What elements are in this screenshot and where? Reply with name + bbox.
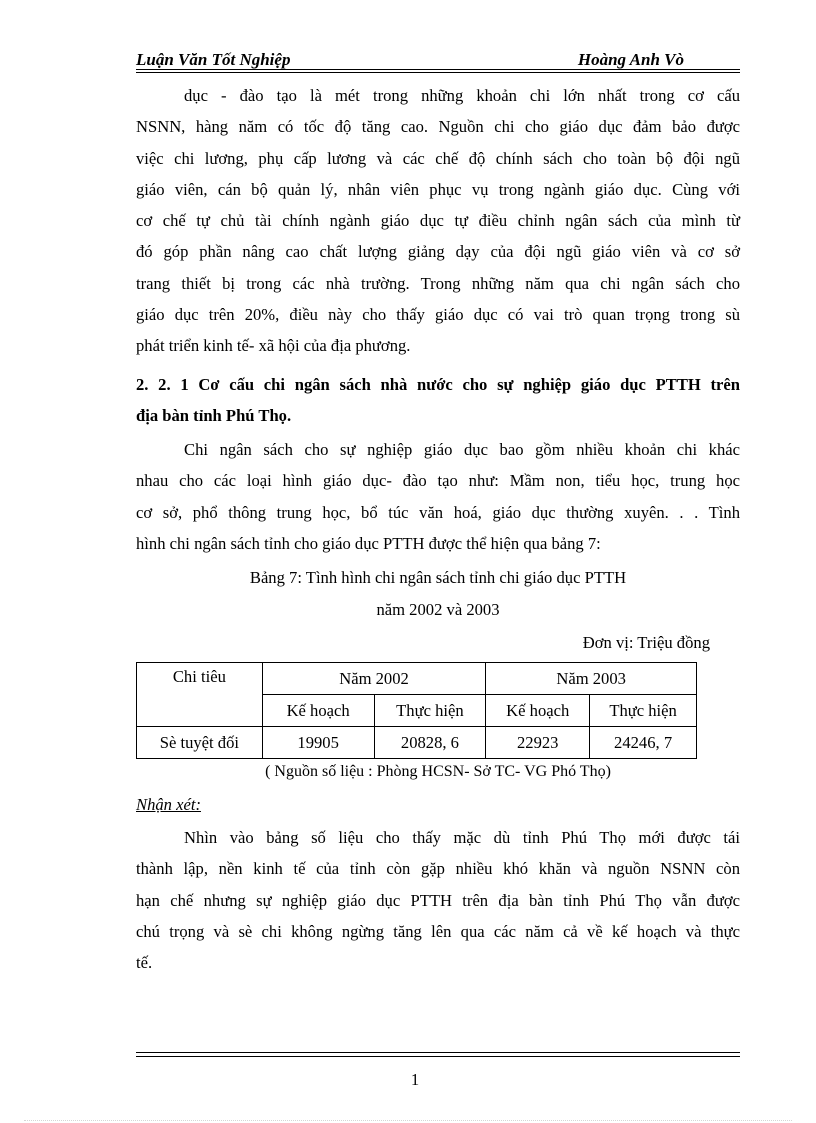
- text-line: dục - đào tạo là mét trong những khoản chi lớn nhất trong cơ cấu: [184, 86, 740, 105]
- header-author-name: Hoàng Anh Vò: [577, 50, 684, 69]
- table-unit: Đơn vị: Triệu đồng: [582, 633, 710, 652]
- table-row: [137, 727, 697, 759]
- text-line: việc chi lương, phụ cấp lương và các chế độ chính sách cho toàn bộ đội ngũ: [136, 148, 740, 168]
- text-line: phát triển kinh tế- xã hội của địa phương.: [136, 336, 411, 356]
- header-thesis-label: Luận Văn Tốt Nghiệp: [136, 50, 291, 69]
- table-caption: Bảng 7: Tình hình chi ngân sách tỉnh chi giáo dục PTTH: [249, 568, 627, 587]
- table-cell: 22923: [486, 727, 590, 759]
- remark-title: Nhận xét:: [136, 795, 201, 814]
- table-source: ( Nguồn số liệu : Phòng HCSN- Sở TC- VG Phó Thọ): [265, 763, 611, 780]
- text-line: giáo viên, cán bộ quản lý, nhân viên phục vụ trong ngành giáo dục. Cùng với: [136, 179, 740, 199]
- text-line: Nhìn vào bảng số liệu cho thấy mặc dù tỉnh Phú Thọ mới được tái: [184, 828, 740, 847]
- heading-line: 2. 2. 1 Cơ cấu chi ngân sách nhà nước cho sự nghiệp giáo dục PTTH trên: [136, 375, 740, 394]
- page-header: [136, 50, 740, 70]
- header-rule: [136, 69, 740, 73]
- text-line: hình chi ngân sách tỉnh cho giáo dục PTTH được thể hiện qua bảng 7:: [136, 533, 601, 553]
- text-line: giáo dục trên 20%, điều này cho thấy giáo dục có vai trò quan trọng trong sù: [136, 305, 740, 325]
- table-cell: Sè tuyệt đối: [137, 727, 263, 759]
- table-header-cell: Thực hiện: [374, 695, 486, 727]
- text-line: trang thiết bị trong các nhà trường. Trong những năm qua chi ngân sách cho: [136, 273, 740, 293]
- table-caption-years: năm 2002 và 2003: [376, 600, 500, 619]
- heading-line: địa bàn tỉnh Phú Thọ.: [136, 406, 292, 425]
- table-cell: 20828, 6: [374, 727, 486, 759]
- table-header-cell: Kế hoạch: [262, 695, 374, 727]
- section-heading: [136, 369, 740, 431]
- table-header-cell: Chi tiêu: [137, 663, 263, 727]
- text-line: cơ chế tự chủ tài chính ngành giáo dục tự điều chỉnh ngân sách của mình từ: [136, 211, 740, 231]
- text-line: Chi ngân sách cho sự nghiệp giáo dục bao gồm nhiều khoản chi khác: [184, 440, 740, 459]
- table-row: [137, 663, 697, 695]
- paragraph-1: [136, 80, 740, 362]
- text-line: cơ sở, phổ thông trung học, bổ túc văn hoá, giáo dục thường xuyên. . . Tình: [136, 502, 740, 522]
- page-number: 1: [410, 1070, 420, 1089]
- text-line: tế.: [136, 953, 153, 973]
- table-header-cell: Năm 2003: [486, 663, 697, 695]
- table-header-cell: Kế hoạch: [486, 695, 590, 727]
- text-line: NSNN, hàng năm có tốc độ tăng cao. Nguồn chi cho giáo dục đảm bảo được: [136, 117, 740, 137]
- page-edge: [24, 1120, 792, 1121]
- footer-rule: [136, 1052, 740, 1057]
- text-line: nhau cho các loại hình giáo dục- đào tạo như: Mầm non, tiểu học, trung học: [136, 471, 740, 491]
- table-header-cell: Thực hiện: [590, 695, 697, 727]
- paragraph-3: [136, 822, 740, 978]
- table-cell: 24246, 7: [590, 727, 697, 759]
- text-line: chú trọng và sè chi không ngừng tăng lên qua các năm cả về kế hoạch và thực: [136, 921, 740, 941]
- table-cell: 19905: [262, 727, 374, 759]
- budget-table: [136, 662, 697, 759]
- text-line: đó góp phần nâng cao chất lượng giảng dạy của đội ngũ giáo viên và cơ sở: [136, 242, 740, 262]
- paragraph-2: [136, 434, 740, 559]
- table-header-cell: Năm 2002: [262, 663, 486, 695]
- text-line: thành lập, nền kinh tế của tỉnh còn gặp nhiều khó khăn và nguồn NSNN còn: [136, 859, 740, 879]
- text-line: hạn chế nhưng sự nghiệp giáo dục PTTH trên địa bàn tỉnh Phú Thọ vẫn được: [136, 890, 740, 910]
